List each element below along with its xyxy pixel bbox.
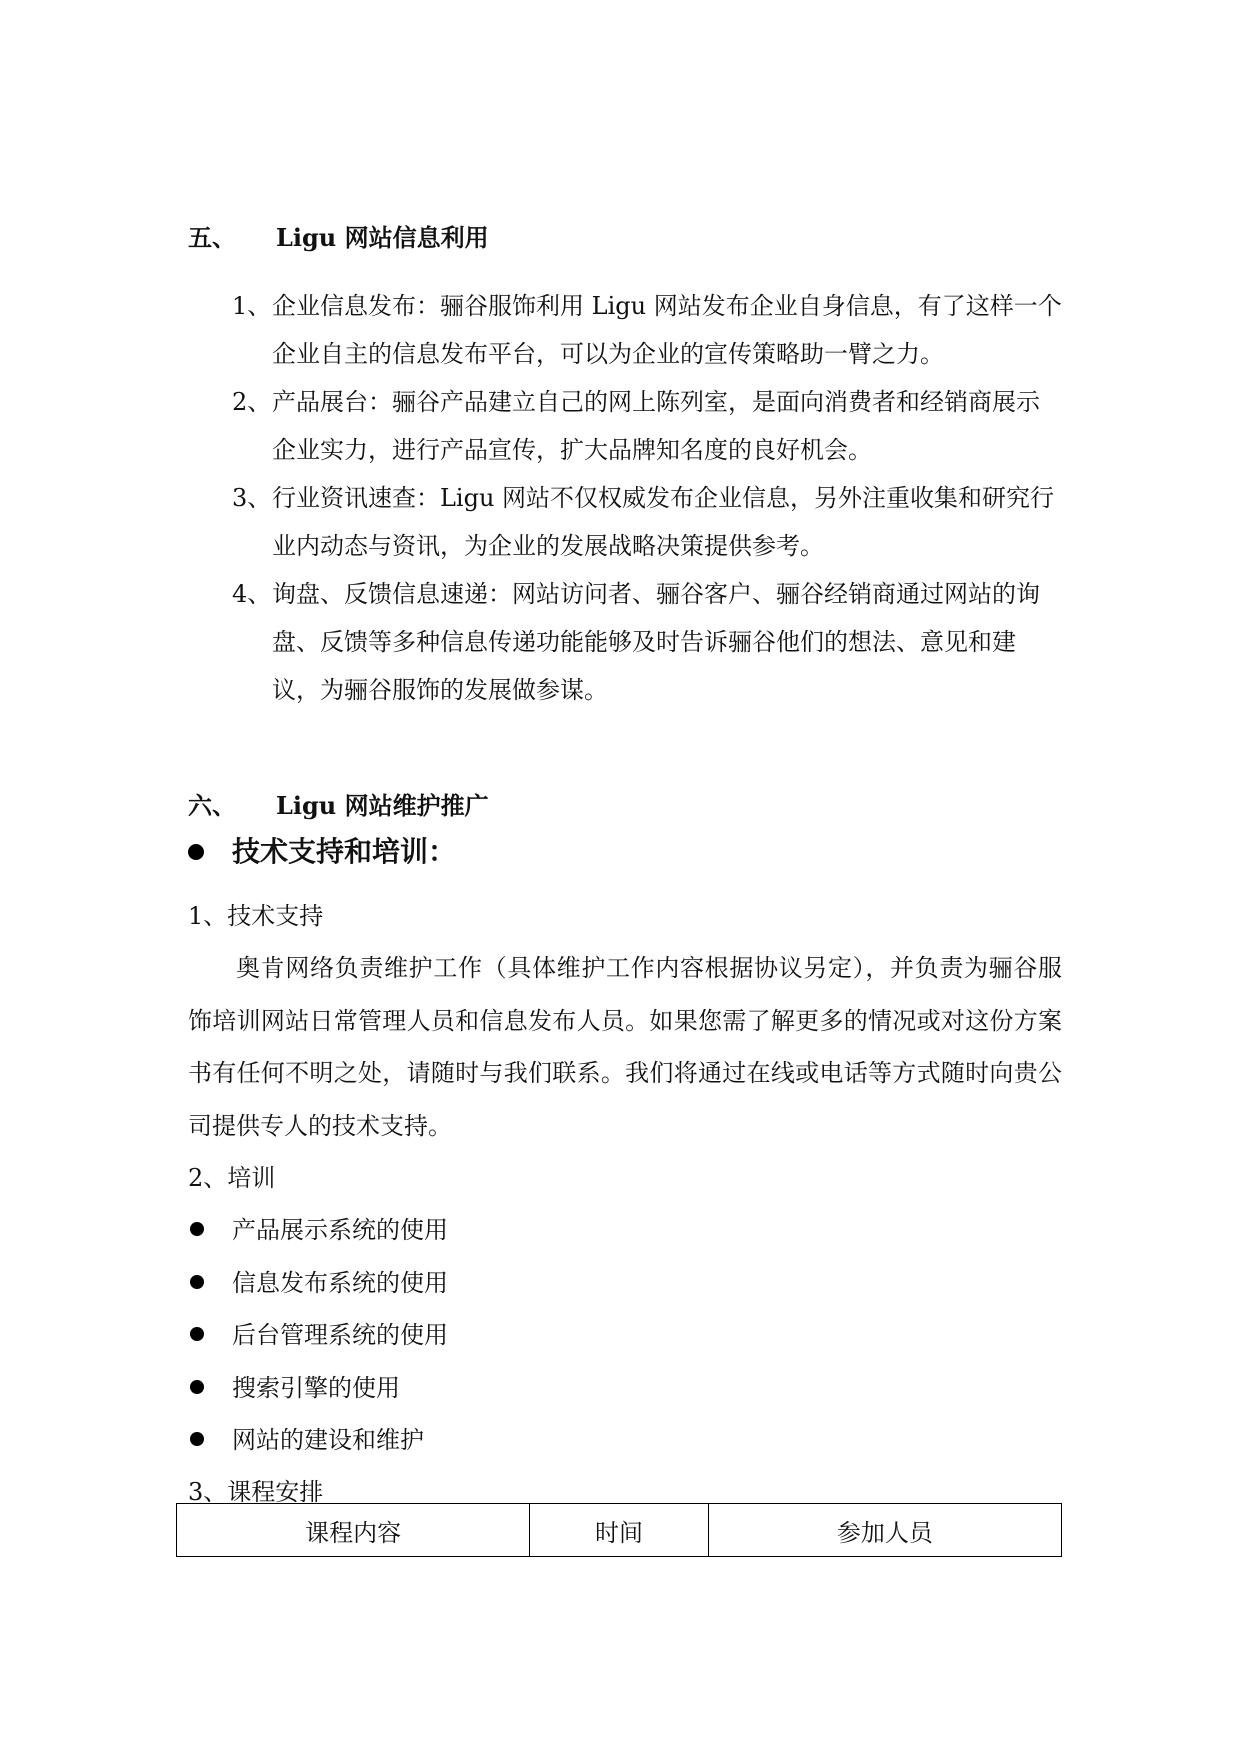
- list-item-text: 后台管理系统的使用: [232, 1321, 448, 1349]
- bullet-icon: [188, 844, 204, 860]
- item-number: 2、: [232, 388, 272, 416]
- item-number: 3、: [232, 484, 272, 512]
- item-text: 企业信息发布：骊谷服饰利用 Ligu 网站发布企业自身信息，有了这样一个企业自主的信息发布平台，可以为企业的宣传策略助一臂之力。: [272, 292, 1062, 368]
- column-header-content: 课程内容: [177, 1504, 530, 1557]
- column-header-time: 时间: [530, 1504, 708, 1557]
- list-item-text: 产品展示系统的使用: [232, 1216, 448, 1244]
- list-item: [232, 474, 1062, 570]
- bullet-icon: [190, 1222, 204, 1236]
- bullet-icon: [190, 1327, 204, 1341]
- item-text: 行业资讯速查：Ligu 网站不仅权威发布企业信息，另外注重收集和研究行业内动态与资讯，为企业的发展战略决策提供参考。: [272, 484, 1055, 560]
- course-schedule-table: [176, 1503, 1062, 1557]
- bullet-heading-text: 技术支持和培训：: [232, 835, 457, 868]
- item-number: 4、: [232, 580, 272, 608]
- item-text: 询盘、反馈信息速递：网站访问者、骊谷客户、骊谷经销商通过网站的询盘、反馈等多种信息传递功能能够及时告诉骊谷他们的想法、意见和建议，为骊谷服饰的发展做参谋。: [272, 580, 1040, 704]
- list-item-text: 信息发布系统的使用: [232, 1268, 448, 1297]
- tech-support-label: 1、技术支持: [188, 902, 324, 930]
- list-item: [232, 570, 1062, 714]
- section-title: Ligu 网站信息利用: [276, 223, 489, 252]
- tech-support-paragraph: 奥肯网络负责维护工作（具体维护工作内容根据协议另定），并负责为骊谷服饰培训网站日常管理人员和信息发布人员。如果您需了解更多的情况或对这份方案书有任何不明之处，请随时与我们联系。我们将通过在线或电话等方式随时向贵公司提供专人的技术支持。: [188, 954, 1062, 1140]
- list-item-text: 网站的建设和维护: [232, 1426, 424, 1454]
- table-header-row: [177, 1504, 1062, 1557]
- bullet-icon: [190, 1275, 204, 1289]
- list-item-text: 搜索引擎的使用: [232, 1373, 400, 1402]
- column-header-participants: 参加人员: [708, 1504, 1061, 1557]
- item-number: 1、: [232, 292, 272, 320]
- bullet-icon: [190, 1380, 204, 1394]
- training-label: 2、培训: [188, 1164, 276, 1192]
- list-item: [232, 378, 1062, 474]
- section-number: 五、: [188, 223, 236, 252]
- info-use-list: [232, 282, 1062, 714]
- section-number: 六、: [188, 791, 236, 820]
- section-title: Ligu 网站维护推广: [276, 791, 489, 820]
- item-text: 产品展台：骊谷产品建立自己的网上陈列室，是面向消费者和经销商展示企业实力，进行产品宣传，扩大品牌知名度的良好机会。: [272, 388, 1040, 464]
- list-item: [232, 282, 1062, 378]
- schedule-label: 3、课程安排: [188, 1478, 324, 1506]
- bullet-icon: [190, 1432, 204, 1446]
